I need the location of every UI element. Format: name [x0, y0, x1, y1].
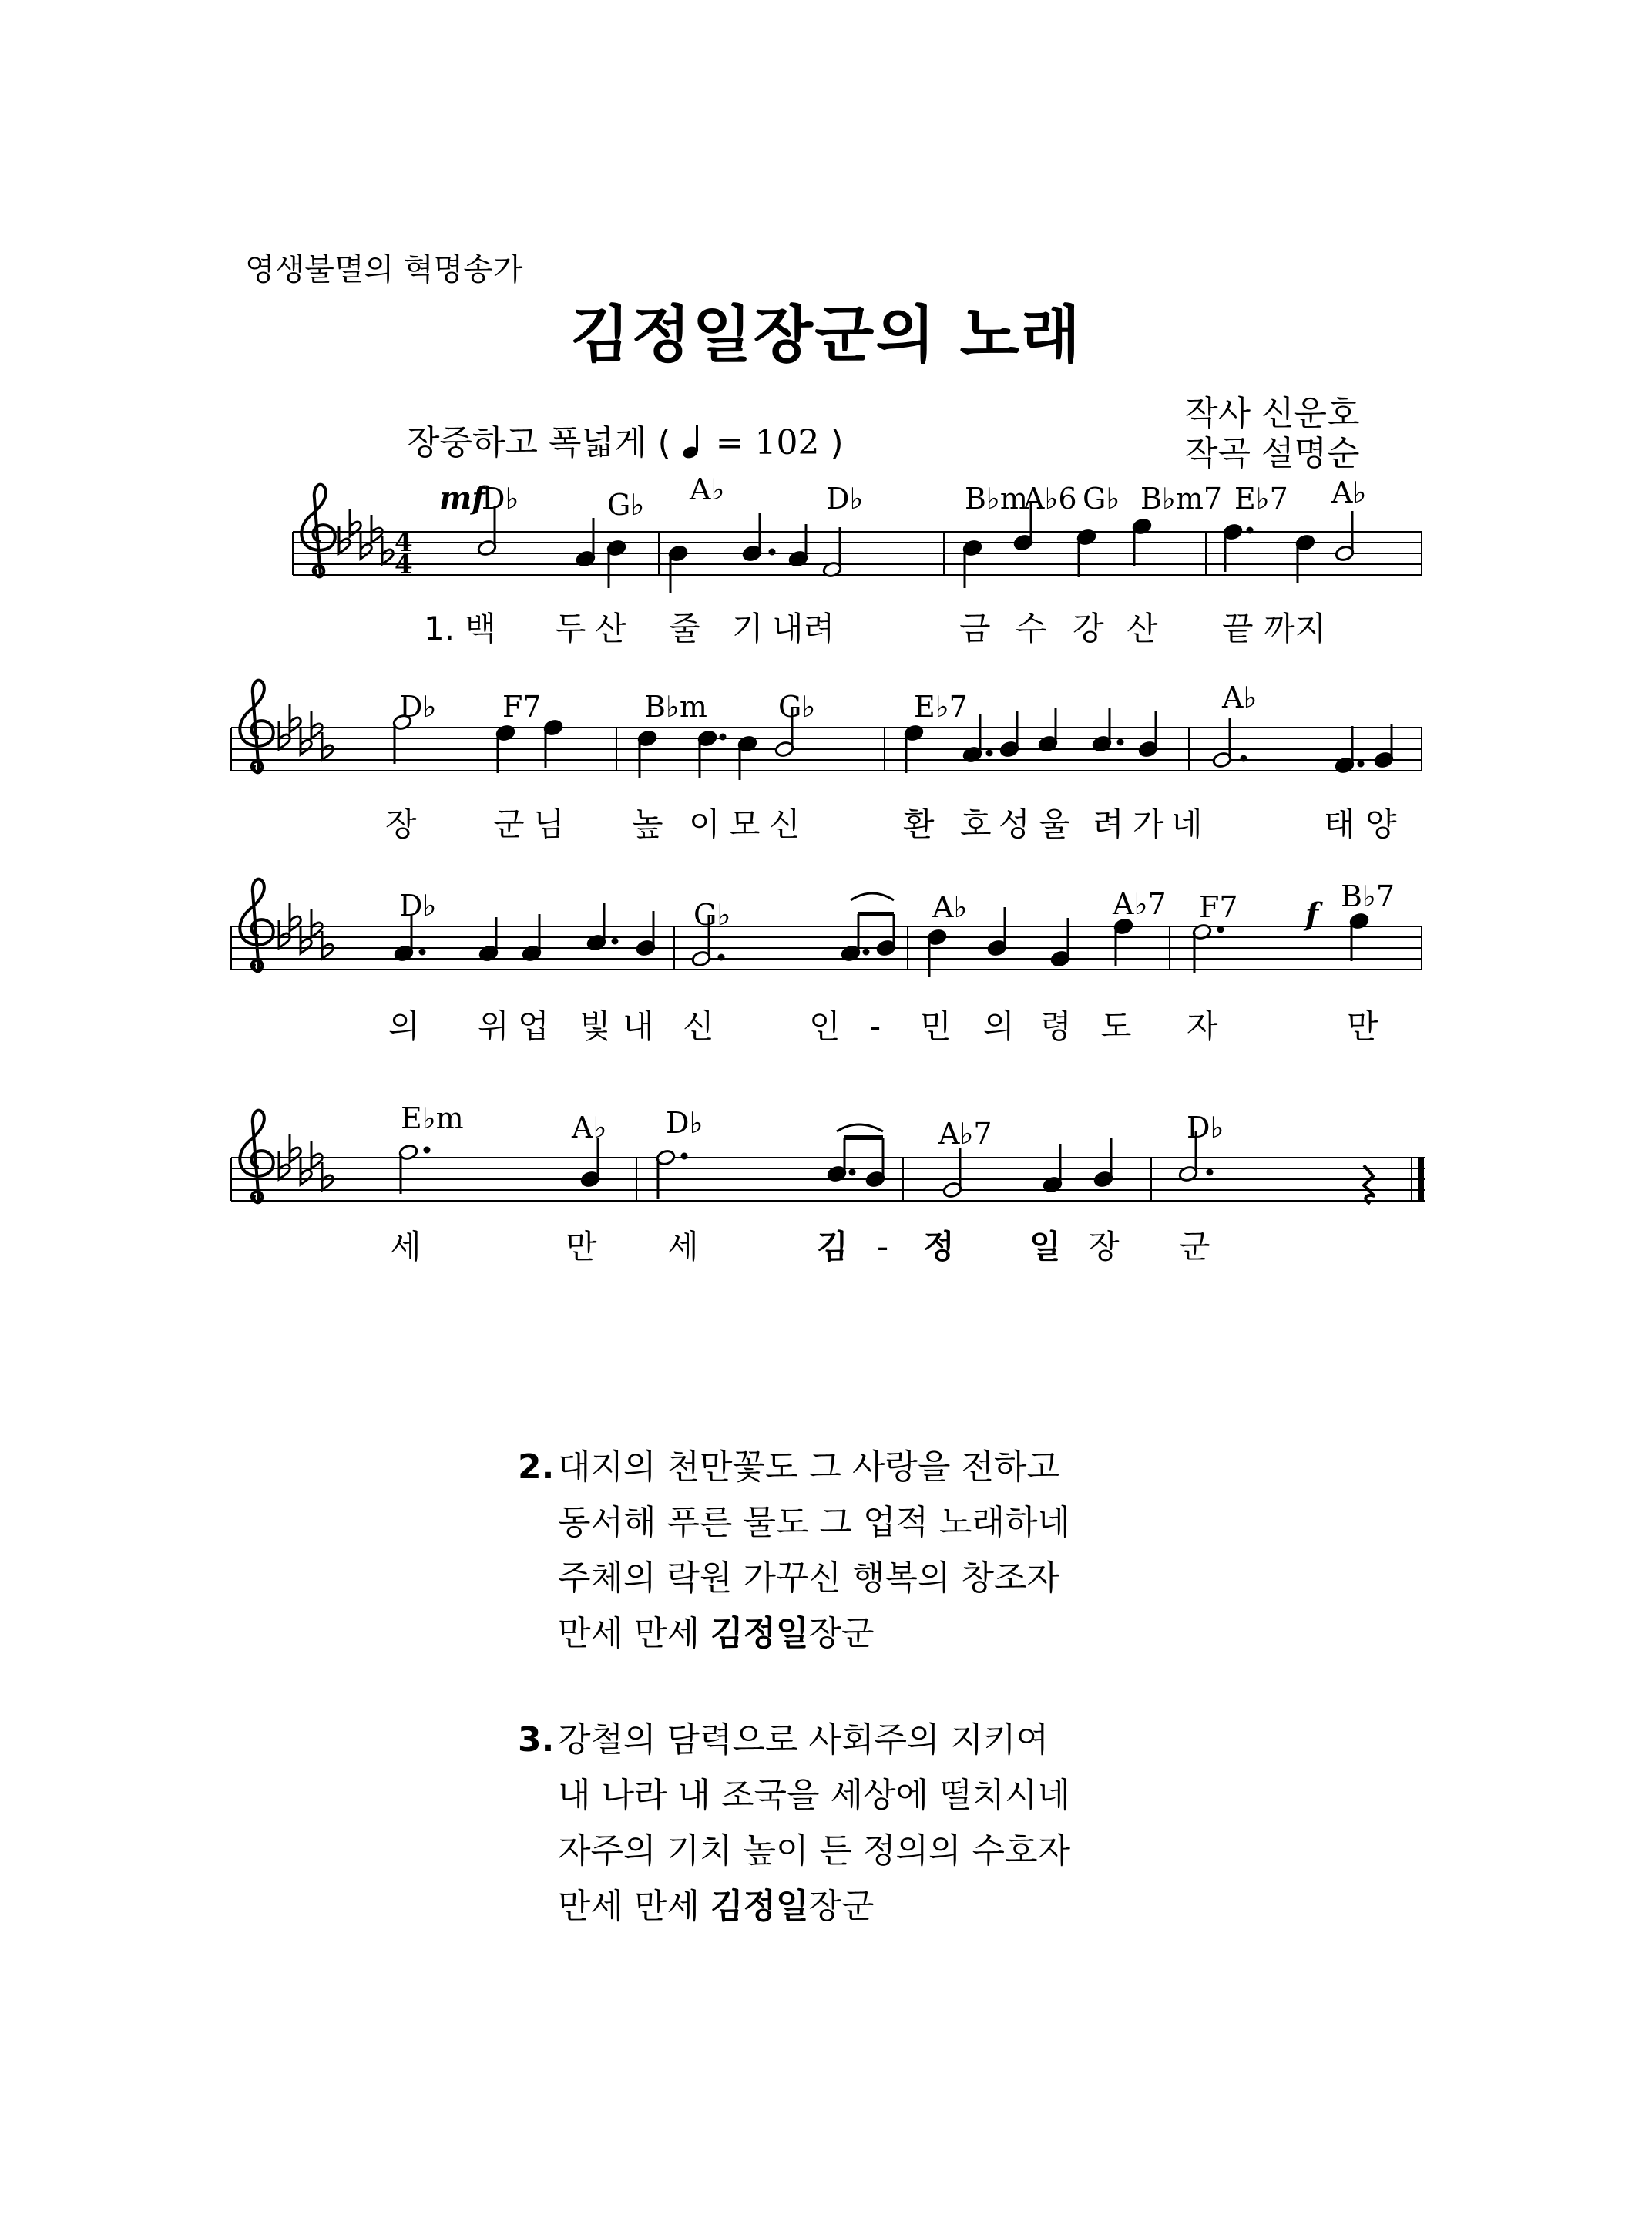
tempo-text: 장중하고 폭넓게	[407, 423, 647, 462]
svg-text:신: 신	[769, 805, 801, 843]
svg-text:내려: 내려	[772, 610, 835, 647]
svg-text:군: 군	[1179, 1228, 1210, 1266]
svg-text:-: -	[877, 1228, 889, 1266]
svg-text:D♭: D♭	[1187, 1111, 1224, 1145]
svg-text:-: -	[869, 1007, 881, 1045]
svg-text:D♭: D♭	[666, 1106, 703, 1140]
svg-text:모: 모	[729, 805, 761, 843]
svg-text:내: 내	[623, 1007, 654, 1045]
svg-text:F7: F7	[1199, 890, 1238, 924]
chord-symbols	[482, 472, 1366, 522]
verse-number: 3.	[518, 1720, 555, 1760]
composer-credit: 작곡 설명순	[1185, 434, 1360, 473]
svg-text:만: 만	[1347, 1007, 1378, 1045]
svg-text:A♭: A♭	[1222, 681, 1257, 714]
chord-symbols	[399, 681, 1257, 724]
verse-line: 만세 만세 김정일장군	[558, 1614, 875, 1653]
lyrics-line-2	[385, 805, 1397, 843]
chord-symbols	[399, 879, 1395, 932]
chord-symbols	[401, 1101, 1224, 1151]
svg-text:김: 김	[817, 1228, 848, 1266]
svg-text:환: 환	[903, 805, 935, 843]
svg-text:일: 일	[1029, 1228, 1061, 1266]
svg-text:D♭: D♭	[399, 889, 437, 923]
lyrics-line-3	[388, 1007, 1378, 1045]
svg-text:호: 호	[960, 805, 992, 843]
svg-text:태: 태	[1324, 805, 1355, 843]
svg-text:A♭: A♭	[572, 1111, 607, 1145]
svg-text:E♭m: E♭m	[401, 1101, 464, 1135]
svg-text:산: 산	[1127, 610, 1158, 647]
svg-text:끝: 끝	[1222, 610, 1254, 647]
svg-text:성: 성	[999, 805, 1030, 843]
svg-text:D♭: D♭	[399, 690, 437, 724]
svg-text:울: 울	[1039, 805, 1070, 843]
svg-text:1. 백: 1. 백	[424, 610, 496, 647]
svg-text:까지: 까지	[1264, 610, 1327, 647]
svg-text:자: 자	[1187, 1007, 1218, 1045]
song-title: 김정일장군의 노래	[569, 299, 1083, 371]
chord-label: G♭	[1083, 482, 1120, 516]
svg-text:산: 산	[595, 610, 626, 647]
svg-text:mf: mf	[439, 480, 485, 516]
svg-text:려: 려	[1093, 805, 1124, 843]
tempo-value: = 102	[715, 423, 820, 462]
verse-line: 동서해 푸른 물도 그 업적 노래하네	[558, 1503, 1070, 1542]
svg-text:수: 수	[1016, 610, 1047, 647]
svg-text:이: 이	[689, 805, 720, 843]
chord-label: D♭	[826, 482, 864, 516]
lyrics-line-4	[390, 1228, 1210, 1266]
lyrics-line-1	[424, 610, 1326, 647]
svg-text:령: 령	[1040, 1007, 1072, 1045]
svg-text:금: 금	[959, 610, 991, 647]
svg-text:의: 의	[388, 1007, 420, 1045]
verse-number: 2.	[518, 1447, 555, 1487]
staff-system-2	[231, 681, 1422, 843]
svg-text:F7: F7	[502, 690, 542, 724]
svg-text:빛: 빛	[579, 1007, 611, 1045]
svg-text:높: 높	[632, 805, 663, 843]
svg-text:업: 업	[518, 1007, 549, 1045]
svg-text:4: 4	[395, 550, 413, 580]
chord-label: G♭	[607, 488, 645, 522]
chord-label: E♭7	[1234, 482, 1288, 516]
verse-2	[518, 1440, 1070, 1662]
svg-text:f: f	[1305, 896, 1319, 933]
svg-text:만: 만	[566, 1228, 597, 1266]
svg-text:두: 두	[555, 610, 586, 647]
svg-text:A♭7: A♭7	[938, 1117, 992, 1151]
svg-text:4: 4	[395, 527, 413, 558]
svg-text:민: 민	[920, 1007, 952, 1045]
verse-line: 만세 만세 김정일장군	[558, 1887, 875, 1926]
verse-line: 내 나라 내 조국을 세상에 떨치시네	[558, 1776, 1070, 1815]
svg-text:의: 의	[983, 1007, 1015, 1045]
verse-line: 자주의 기치 높이 든 정의의 수호자	[558, 1831, 1070, 1871]
song-category: 영생불멸의 혁명송가	[245, 252, 523, 287]
svg-text:A♭7: A♭7	[1113, 887, 1167, 921]
svg-text:인: 인	[809, 1007, 841, 1045]
verse-line: 대지의 천만꽃도 그 사랑을 전하고	[558, 1447, 1059, 1487]
svg-text:강: 강	[1073, 610, 1104, 647]
svg-text:가: 가	[1133, 805, 1164, 843]
chord-label: A♭	[690, 472, 725, 506]
svg-text:기: 기	[732, 610, 764, 647]
svg-text:님: 님	[533, 805, 565, 843]
svg-text:G♭: G♭	[778, 690, 816, 724]
svg-text:네: 네	[1171, 805, 1203, 843]
svg-text:E♭7: E♭7	[914, 690, 968, 724]
svg-text:양: 양	[1365, 805, 1397, 843]
svg-text:신: 신	[683, 1007, 714, 1045]
staff-system-3	[231, 879, 1422, 1045]
verse-3	[518, 1713, 1070, 1935]
chord-label: B♭m7	[1140, 482, 1223, 516]
chord-label: D♭	[482, 482, 519, 516]
chord-label: B♭m	[965, 482, 1028, 516]
svg-text:장: 장	[385, 805, 417, 843]
staff-system-1	[293, 472, 1422, 647]
svg-text:B♭m: B♭m	[644, 690, 707, 724]
tempo-marking: 장중하고 폭넓게 ( = 102 )	[407, 423, 844, 462]
lyricist-credit: 작사 신운호	[1185, 394, 1360, 433]
svg-text:장: 장	[1088, 1228, 1120, 1266]
verse-line: 강철의 담력으로 사회주의 지키여	[558, 1720, 1049, 1760]
svg-text:도: 도	[1100, 1007, 1132, 1045]
svg-text:세: 세	[390, 1228, 421, 1266]
svg-text:G♭: G♭	[693, 898, 731, 932]
svg-text:군: 군	[493, 805, 525, 843]
verse-line: 주체의 락원 가꾸신 행복의 창조자	[558, 1558, 1059, 1598]
svg-text:세: 세	[667, 1228, 699, 1266]
staff-system-4	[231, 1101, 1425, 1266]
svg-text:A♭: A♭	[932, 890, 968, 924]
svg-text:위: 위	[478, 1007, 509, 1045]
svg-text:줄: 줄	[669, 610, 700, 647]
svg-text:B♭7: B♭7	[1341, 879, 1395, 913]
svg-text:정: 정	[923, 1228, 955, 1266]
chord-label: A♭	[1331, 476, 1367, 509]
chord-label: A♭6	[1023, 482, 1077, 516]
